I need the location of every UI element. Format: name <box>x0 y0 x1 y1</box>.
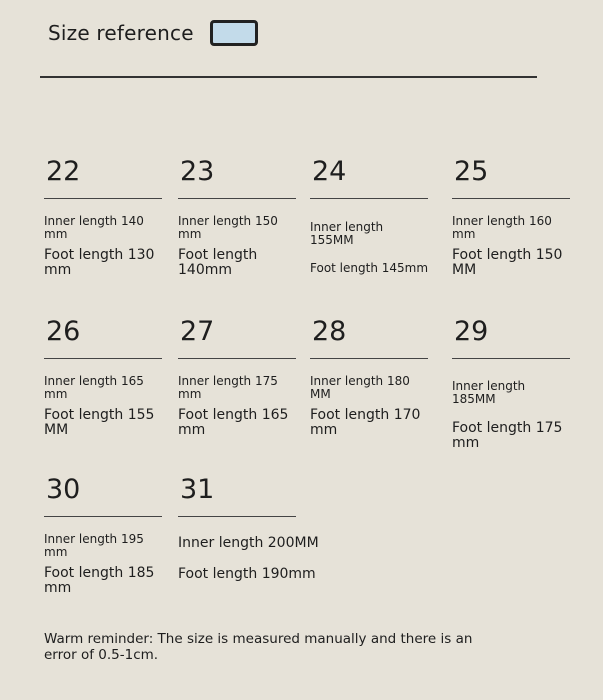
foot-length: Foot length 165 mm <box>178 407 289 438</box>
foot-length: Foot length 155 MM <box>44 407 155 438</box>
size-divider <box>44 516 162 517</box>
foot-length: Foot length 170 mm <box>310 407 421 438</box>
inner-length: Inner length 160 mm <box>452 214 552 241</box>
size-number: 27 <box>180 316 215 347</box>
foot-length: Foot length 185 mm <box>44 565 155 596</box>
size-number: 28 <box>312 316 347 347</box>
size-card-28 <box>310 318 430 438</box>
inner-length: Inner length 155MM <box>310 220 384 247</box>
foot-length: Foot length 150 MM <box>452 247 563 278</box>
size-card-24 <box>310 158 430 276</box>
size-card-22 <box>44 158 164 278</box>
inner-length: Inner length 140 mm <box>44 214 144 241</box>
size-divider <box>44 198 162 199</box>
page-title: Size reference <box>48 21 194 45</box>
size-card-27 <box>178 318 298 438</box>
foot-length: Foot length 130 mm <box>44 247 155 278</box>
size-card-29 <box>452 318 572 451</box>
size-number: 29 <box>454 316 489 347</box>
inner-length: Inner length 180 MM <box>310 374 410 401</box>
size-card-26 <box>44 318 164 438</box>
foot-length: Foot length 145mm <box>310 261 429 275</box>
size-divider <box>44 358 162 359</box>
size-divider <box>310 358 428 359</box>
warm-reminder: Warm reminder: The size is measured manually and there is an error of 0.5-1cm. <box>44 631 473 663</box>
header-divider <box>40 76 537 78</box>
size-card-25 <box>452 158 572 278</box>
size-number: 25 <box>454 156 489 187</box>
inner-length: Inner length 200MM <box>178 535 319 551</box>
foot-length: Foot length 190mm <box>178 566 316 582</box>
size-divider <box>452 358 570 359</box>
inner-length: Inner length 175 mm <box>178 374 278 401</box>
header <box>48 20 258 46</box>
size-number: 30 <box>46 474 81 505</box>
size-divider <box>310 198 428 199</box>
foot-length: Foot length 175 mm <box>452 420 563 451</box>
size-divider <box>178 358 296 359</box>
size-number: 26 <box>46 316 81 347</box>
size-number: 31 <box>180 474 215 505</box>
foot-length: Foot length 140mm <box>178 247 258 278</box>
inner-length: Inner length 150 mm <box>178 214 278 241</box>
size-number: 24 <box>312 156 347 187</box>
size-divider <box>178 516 296 517</box>
inner-length: Inner length 185MM <box>452 379 526 406</box>
color-swatch <box>210 20 258 46</box>
size-divider <box>452 198 570 199</box>
inner-length: Inner length 165 mm <box>44 374 144 401</box>
size-card-23 <box>178 158 298 278</box>
size-number: 22 <box>46 156 81 187</box>
size-number: 23 <box>180 156 215 187</box>
size-divider <box>178 198 296 199</box>
inner-length: Inner length 195 mm <box>44 532 144 559</box>
size-card-31 <box>178 476 348 582</box>
size-card-30 <box>44 476 164 596</box>
